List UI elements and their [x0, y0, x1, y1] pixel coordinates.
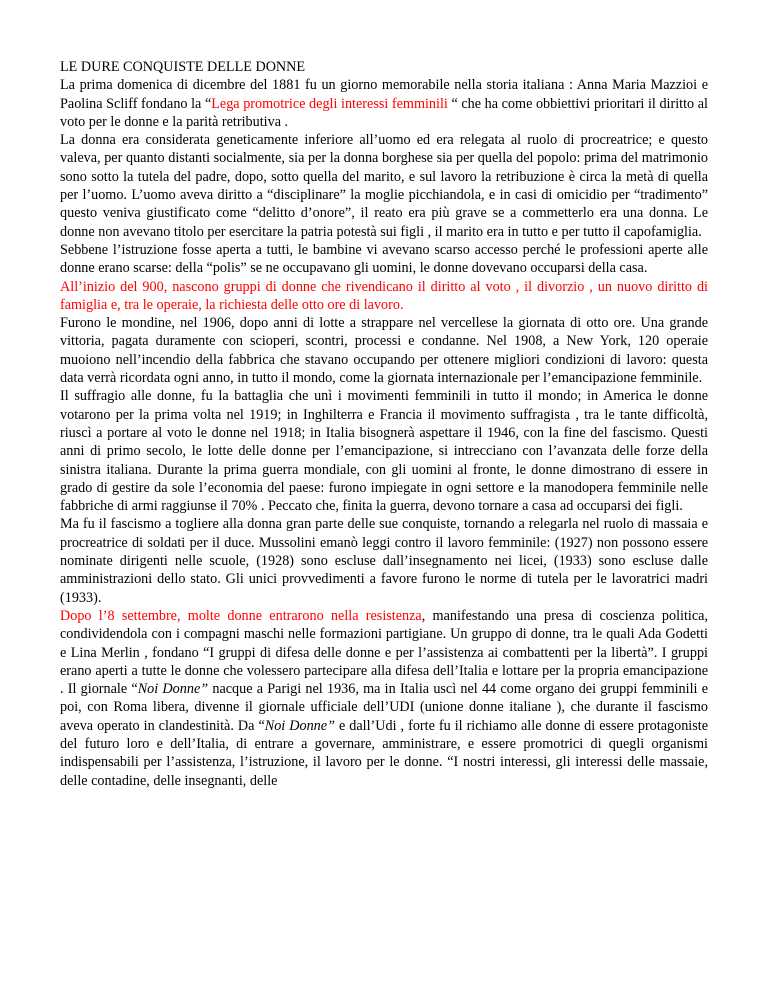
paragraph-p1	[60, 76, 708, 131]
text-segment: Ma fu il fascismo a togliere alla donna gran parte delle sue conquiste, tornando a relegarla nel ruolo di massaia e procreatrice di soldati per il duce. Mussolini emanò leggi contro il lavoro femminile: (1927) non possono essere nominate dirigenti nelle scuole, (1928) sono escluse dall’insegnamento nei licei, (1933) sono escluse dalle amministrazioni dello stato. Gli unici provvedimenti a favore furono le norme di tutela per le lavoratrici madri (1933).	[60, 516, 708, 606]
text-segment: Furono le mondine, nel 1906, dopo anni di lotte a strappare nel vercellese la giornata di otto ore. Una grande vittoria, pagata duramente con scioperi, scontri, processi e condanne. Nel 1908, a New York, 120 operaie muoiono nell’incendio della fabbrica che stavano occupando per ottenere migliori condizioni di lavoro: questa data verrà ricordata ogni anno, in tutto il mondo, come la giornata internazionale per l’emancipazione femminile.	[60, 315, 708, 387]
paragraph-p4	[60, 278, 708, 315]
text-segment: La donna era considerata geneticamente inferiore all’uomo ed era relegata al ruolo di procreatrice; e questo valeva, per quanto distanti socialmente, sia per la donna borghese sia per quella del popolo: prima del matrimonio sono sotto la tutela del padre, dopo, sotto quella del marito, e sul lavoro la retribuzione è circa la metà di quella per l’uomo. L’uomo aveva diritto a “disciplinare” la moglie picchiandola, e in casi di omicidio per “tradimento” questo veniva giustificato come “delitto d’onore”, il reato era più grave se a commetterlo era una donna. Le donne non avevano titolo per esercitare la patria potestà sui figli , il marito era in tutto e per tutto il capofamiglia.	[60, 132, 708, 240]
paragraph-p3	[60, 241, 708, 278]
paragraph-p2	[60, 131, 708, 241]
italic-text: Noi Donne”	[137, 681, 209, 698]
text-segment: “ che ha come obbiettivi prioritari il diritto al voto per le donne e la parità retributiva .	[60, 95, 708, 130]
document-page	[60, 58, 708, 790]
text-segment: e dall’Udi , forte fu il richiamo alle donne di essere protagoniste del futuro loro e dell’Italia, di entrare a governare, amministrare, e essere promotrici di quegli organismi indispensabili per l’assistenza, l’istruzione, il lavoro per le donne. “I nostri interessi, gli interessi delle massaie, delle contadine, delle insegnanti, delle	[60, 717, 708, 789]
text-segment: , manifestando una presa di coscienza politica, condividendola con i compagni maschi nelle formazioni partigiane. Un gruppo di donne, tra le quali Ada Godetti e Lina Merlin , fondano “I gruppi di difesa delle donne e per l’assistenza ai combattenti per la libertà”. I gruppi erano aperti a tutte le donne che volessero partecipare alla difesa dell’Italia e lottare per la propria emancipazione . Il giornale “	[60, 607, 708, 698]
paragraph-p7	[60, 515, 708, 606]
text-segment: Sebbene l’istruzione fosse aperta a tutti, le bambine vi avevano scarso accesso perché le professioni aperte alle donne erano scarse: della “polis” se ne occupavano gli uomini, le donne dovevano occuparsi della casa.	[60, 241, 708, 277]
highlighted-text: Dopo l’8 settembre, molte donne entrarono nella resistenza	[60, 607, 422, 624]
paragraph-p8	[60, 607, 708, 790]
italic-text: Noi Donne”	[264, 717, 335, 734]
highlighted-text: Lega promotrice degli interessi femminili	[211, 95, 448, 112]
text-segment: La prima domenica di dicembre del 1881 fu un giorno memorabile nella storia italiana : Anna Maria Mazzioi e Paolina Scliff fondano la “	[60, 77, 708, 112]
paragraph-p5	[60, 314, 708, 387]
text-segment: nacque a Parigi nel 1936, ma in Italia uscì nel 44 come organo dei gruppi femminili e poi, con Roma libera, divenne il giornale ufficiale dell’UDI (unione donne italiane ), che durante il fascismo aveva operato in clandestinità. Da “	[60, 681, 708, 734]
document-title: LE DURE CONQUISTE DELLE DONNE	[60, 59, 306, 75]
paragraph-p6	[60, 387, 708, 515]
document-body	[60, 76, 708, 790]
text-segment: Il suffragio alle donne, fu la battaglia che unì i movimenti femminili in tutto il mondo; in America le donne votarono per la prima volta nel 1919; in Inghilterra e Francia il movimento suffragista , tra le tante difficoltà, riuscì a portare al voto le donne nel 1918; in Italia bisognerà aspettare il 1946, con la fine del fascismo. Questi anni di primo secolo, le lotte delle donne per l’emancipazione, si intrecciano con l’avanzata delle forze della sinistra italiana. Durante la prima guerra mondiale, con gli uomini al fronte, le donne dimostrano di essere in grado di gestire da sole l’economia del paese: furono impiegate in ogni settore e la manodopera femminile nelle fabbriche di armi raggiunse il 70% . Peccato che, finita la guerra, devono tornare a casa ad occuparsi dei figli.	[60, 388, 708, 515]
highlighted-text: All’inizio del 900, nascono gruppi di donne che rivendicano il diritto al voto , il divorzio , un nuovo diritto di famiglia e, tra le operaie, la richiesta delle otto ore di lavoro.	[60, 278, 708, 313]
